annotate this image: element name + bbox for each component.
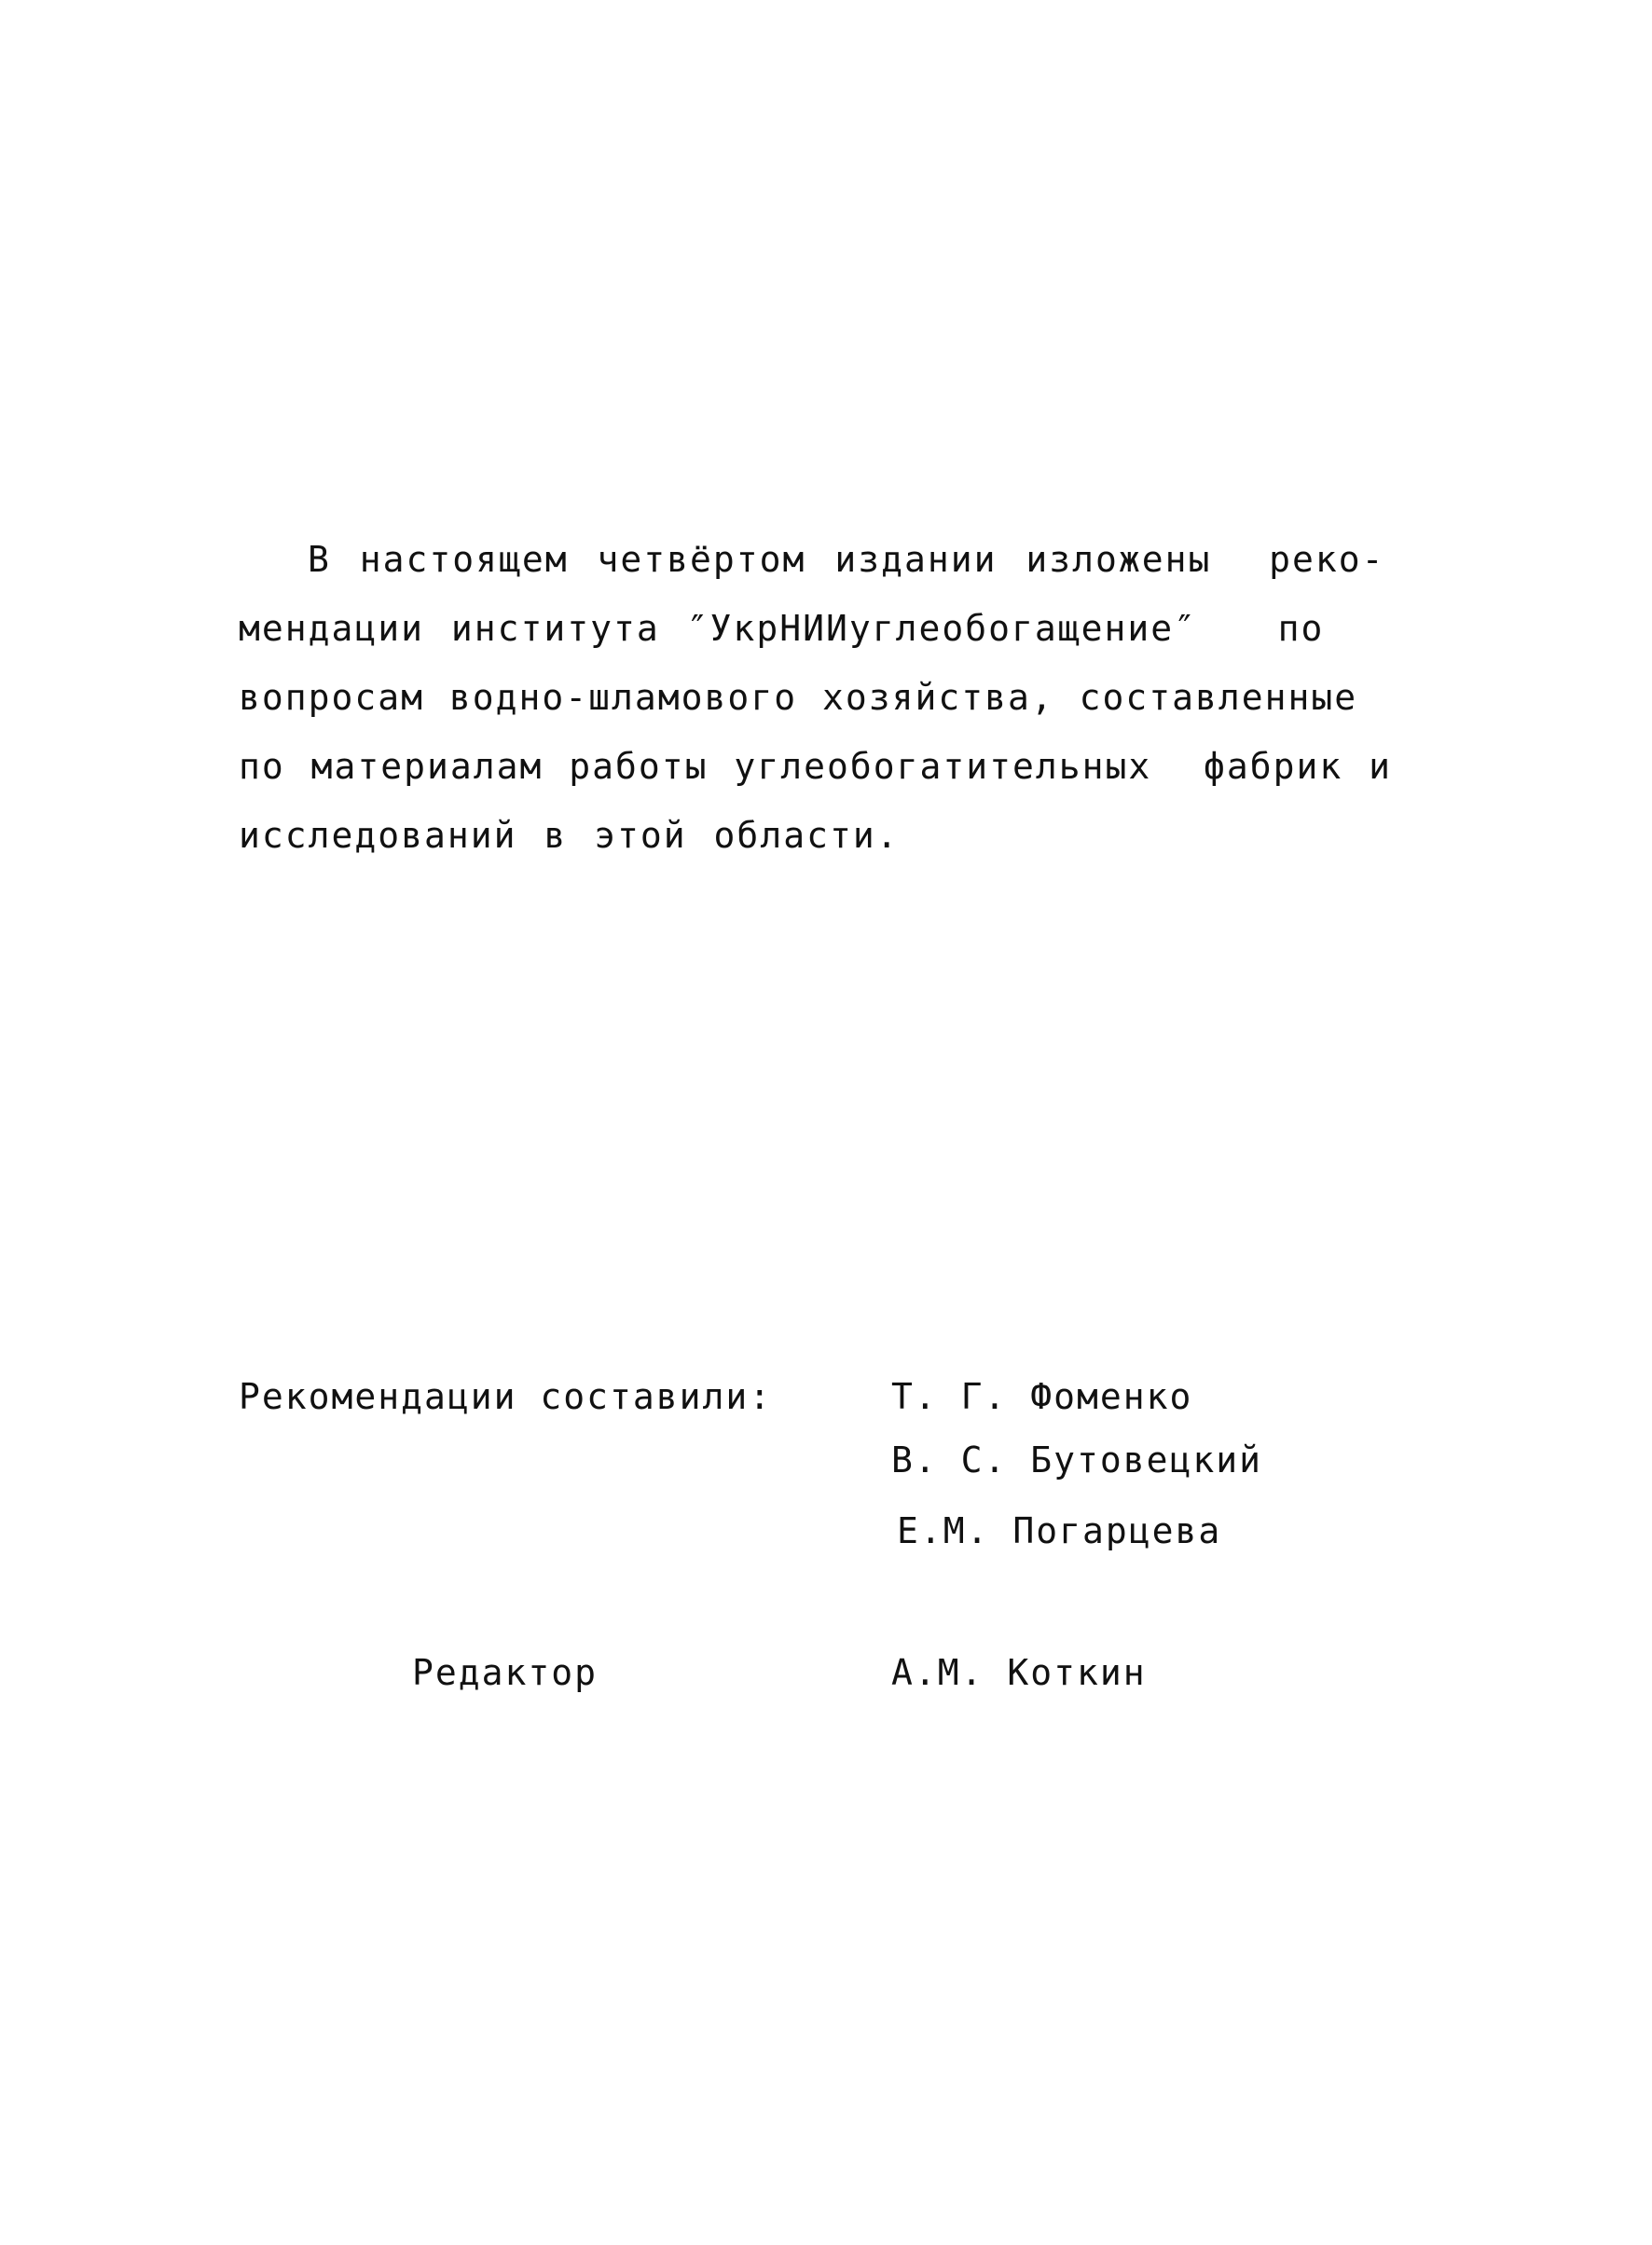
compiler-name: Е.М. Погарцева xyxy=(897,1510,1222,1551)
paragraph-line: вопросам водно-шламового хозяйства, составленные xyxy=(239,677,1358,718)
paragraph-line: В настоящем четвёртом издании изложены реко- xyxy=(308,539,1385,580)
editor-name: А.М. Коткин xyxy=(891,1652,1147,1693)
compiler-name: В. С. Бутовецкий xyxy=(891,1439,1263,1481)
paragraph-line: по материалам работы углеобогатительных фабрик и xyxy=(239,746,1393,787)
paragraph-line: мендации института ″УкрНИИуглеобогащение″ по xyxy=(239,608,1325,649)
editor-label: Редактор xyxy=(412,1652,599,1693)
paragraph-line: исследований в этой области. xyxy=(239,815,900,856)
compiler-name: Т. Г. Фоменко xyxy=(891,1376,1193,1417)
compilers-label: Рекомендации составили: xyxy=(239,1376,773,1417)
